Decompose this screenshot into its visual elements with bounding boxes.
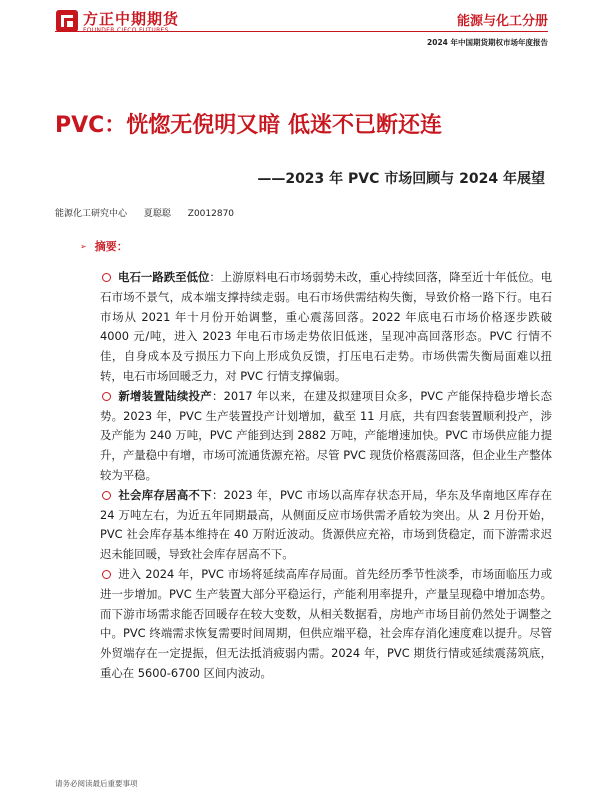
circle-bullet-icon xyxy=(102,570,111,579)
paragraph-lead: 社会库存居高不下 xyxy=(118,487,212,502)
logo-mark-icon xyxy=(55,9,79,33)
company-logo xyxy=(55,7,215,37)
footer-disclaimer: 请务必阅读最后重要事项 xyxy=(55,779,138,788)
abstract-paragraph xyxy=(100,387,552,486)
report-name: 2024 年中国期货期权市场年度报告 xyxy=(427,38,548,47)
abstract-label: 摘要： xyxy=(94,240,128,253)
author-org: 能源化工研究中心 xyxy=(55,209,128,219)
abstract-paragraph xyxy=(100,486,552,565)
paragraph-lead: 新增装置陆续投产 xyxy=(118,388,212,403)
logo-chinese-name: 方正中期期货 xyxy=(83,10,180,28)
paragraph-text: ：2023 年，PVC 市场以高库存状态开局，华东及华南地区库存在 24 万吨左右，为近五年同期最高，从侧面反应市场供需矛盾较为突出。从 2 月份开始，PVC 社会库存基本维持在 40 万附近波动。货源供应充裕，市场到货稳定，而下游需求迟迟未能回暖，导致社会库存居高不下。 xyxy=(100,487,552,562)
author-line xyxy=(55,206,248,219)
paragraph-text: ：2017 年以来，在建及拟建项目众多，PVC 产能保持稳步增长态势。2023 年，PVC 生产装置投产计划增加，截至 11 月底，共有四套装置顺利投产，涉及产能为 240 万吨，PVC 产能到达到 2882 万吨，产能增速加快。PVC 市场供应能力提升，产量稳中有增，市场可流通货源充裕。尽管 PVC 现货价格震荡回落，但企业生产整体较为平稳。 xyxy=(100,388,552,482)
author-name: 夏聪聪 xyxy=(143,209,171,219)
page-title: PVC：恍惚无倪明又暗 低迷不已断还连 xyxy=(55,113,442,138)
circle-bullet-icon xyxy=(102,273,111,282)
report-section: 能源与化工分册 xyxy=(456,14,548,29)
paragraph-text: ：上游原料电石市场弱势未改，重心持续回落，降至近十年低位。电石市场不景气，成本端支撑持续走弱。电石市场供需结构失衡，导致价格一路下行。电石市场从 2021 年十月份开始调整，重心震荡回落。2022 年底电石市场价格逐步跌破 4000 元/吨，进入 2023 年电石市场走势依旧低迷，呈现冲高回落形态。PVC 行情不佳，自身成本及亏损压力下向上形成负反馈，打压电石走势。市场供需失衡局面难以扭转，电石市场回暖乏力，对 PVC 行情支撑偏弱。 xyxy=(100,270,552,383)
abstract-body xyxy=(100,268,552,684)
paragraph-lead: 电石一路跌至低位 xyxy=(118,270,210,284)
paragraph-text: 进入 2024 年，PVC 市场将延续高库存局面。首先经历季节性淡季，市场面临压力或进一步增加。PVC 生产装置大部分平稳运行，产能利用率提升，产量呈现稳中增加态势。而下游市场需求能否回暖存在较大变数，从相关数据看，房地产市场目前仍然处于调整之中。PVC 终端需求恢复需要时间周期，但供应端平稳，社会库存消化速度难以提升。尽管外贸端存在一定提振，但无法抵消疲弱内需。2024 年，PVC 期货行情或延续震荡筑底，重心在 5600-6700 区间内波动。 xyxy=(100,566,552,680)
abstract-paragraph xyxy=(100,565,552,684)
author-license: Z0012870 xyxy=(187,209,235,219)
circle-bullet-icon xyxy=(102,491,111,500)
abstract-heading xyxy=(80,238,128,254)
arrow-bullet-icon: ➢ xyxy=(80,242,87,251)
logo-english-name: FOUNDER CIFCO FUTURES xyxy=(83,27,169,34)
circle-bullet-icon xyxy=(102,392,111,401)
page-subtitle: ——2023 年 PVC 市场回顾与 2024 年展望 xyxy=(257,171,545,187)
abstract-paragraph xyxy=(100,268,552,387)
header-divider xyxy=(55,31,548,32)
